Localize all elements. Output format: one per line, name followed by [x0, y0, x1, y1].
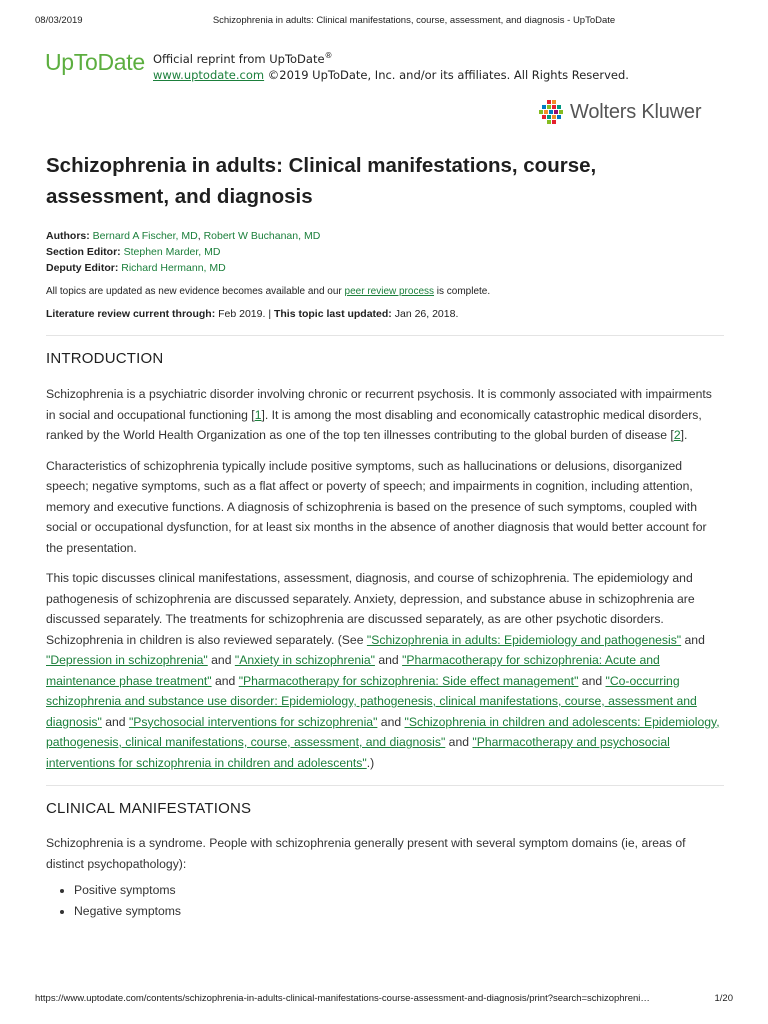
paragraph-text: ]. — [680, 428, 688, 442]
author-separator: , — [197, 230, 204, 242]
paragraph — [46, 568, 724, 773]
authors-row — [46, 228, 724, 244]
last-updated-label: This topic last updated: — [273, 308, 392, 320]
publisher-name: Wolters Kluwer — [570, 101, 702, 123]
list-item: • Negative symptoms — [74, 901, 724, 922]
print-date: 08/03/2019 — [35, 15, 83, 26]
deputy-editor-row — [46, 260, 724, 276]
page-url: https://www.uptodate.com/contents/schizophrenia-in-adults-clinical-manifestations-course-assessment-and-diagnosis/print?search=schizophreni… — [35, 993, 650, 1004]
deputy-editor-label: Deputy Editor: — [46, 262, 119, 274]
conjunction: and — [445, 735, 473, 749]
article-meta — [46, 228, 724, 276]
review-dates — [46, 307, 724, 321]
wolters-kluwer-globe-icon — [538, 99, 566, 127]
author-link[interactable]: Bernard A Fischer, MD — [92, 230, 198, 242]
print-footer — [35, 993, 733, 1007]
last-updated-value: Jan 26, 2018. — [391, 308, 459, 320]
note-text: All topics are updated as new evidence becomes available and our — [46, 286, 345, 297]
reference-link[interactable]: 2 — [673, 428, 681, 442]
author-link[interactable]: Robert W Buchanan, MD — [203, 230, 321, 242]
paragraph-text: Schizophrenia is a psychiatric disorder involving chronic or recurrent psychosis. It is commonly associated with impairments in social and occupational functioning [ — [46, 387, 712, 422]
conjunction: and — [377, 714, 405, 729]
peer-review-link[interactable]: peer review process — [344, 286, 435, 297]
lit-review-value: Feb 2019. | — [215, 308, 274, 320]
reprint-line: Official reprint from UpToDate — [153, 51, 325, 66]
topic-link[interactable]: "Co-occurring schizophrenia and substance use disorder: Epidemiology, pathogenesis, clinical manifestations, course, assessment and diagnosis" — [46, 673, 697, 729]
note-text: is complete. — [434, 286, 491, 297]
lit-review-label: Literature review current through: — [46, 308, 216, 320]
conjunction: and — [101, 714, 129, 729]
topic-link[interactable]: "Schizophrenia in adults: Epidemiology and pathogenesis" — [366, 632, 682, 647]
copyright-text: ©2019 UpToDate, Inc. and/or its affiliates. All Rights Reserved. — [264, 67, 629, 82]
topic-link[interactable]: "Pharmacotherapy and psychosocial interventions for schizophrenia in children and adolescents" — [46, 735, 670, 770]
section-heading-introduction: INTRODUCTION — [46, 350, 164, 367]
publisher-logo[interactable] — [538, 99, 718, 127]
paragraph: Schizophrenia is a syndrome. People with schizophrenia generally present with several symptom domains (ie, areas of distinct psychopathology): — [46, 836, 686, 871]
topic-link[interactable]: "Pharmacotherapy for schizophrenia: Side effect management" — [238, 673, 579, 688]
uptodate-logo[interactable]: UpToDate — [45, 49, 145, 75]
divider — [46, 335, 724, 336]
paragraph-text: .) — [366, 755, 375, 770]
list-item: • Positive symptoms — [74, 880, 724, 901]
section-editor-label: Section Editor: — [46, 246, 121, 258]
conjunction: and — [374, 653, 403, 667]
conjunction: and — [211, 673, 239, 688]
conjunction: and — [207, 653, 235, 667]
page-number: 1/20 — [714, 993, 733, 1004]
paragraph-text: ]. It is among the most disabling and economically catastrophic medical disorders, ranked by the World Health Organization as one of the top ten illnesses contributing to the global burden of disease [ — [46, 407, 702, 442]
authors-label: Authors: — [46, 230, 90, 242]
topic-link[interactable]: "Depression in schizophrenia" — [46, 653, 208, 667]
paragraph: Characteristics of schizophrenia typically include positive symptoms, such as hallucinations or delusions, disorganized speech; negative symptoms, such as a flat affect or poverty of speech; and impairments in cognition, including attention, memory and executive functions. A diagnosis of schizophrenia is based on the presence of such symptoms, coupled with social or occupational dysfunction, for at least six months in the absence of another diagnosis that would better account for the presentation. — [46, 458, 707, 555]
section-heading-clinical-manifestations: CLINICAL MANIFESTATIONS — [46, 800, 252, 817]
topic-link[interactable]: "Psychosocial interventions for schizophrenia" — [128, 714, 378, 729]
conjunction: and — [578, 673, 606, 688]
print-header — [35, 15, 733, 29]
section-editor-row — [46, 244, 724, 260]
conjunction: and — [681, 632, 705, 647]
update-note — [46, 285, 724, 299]
brand-header — [45, 46, 735, 86]
reference-link[interactable]: 1 — [254, 407, 262, 422]
site-link[interactable]: www.uptodate.com — [153, 67, 265, 82]
topic-link[interactable]: "Anxiety in schizophrenia" — [234, 653, 375, 667]
topic-link[interactable]: "Schizophrenia in children and adolescents: Epidemiology, pathogenesis, clinical manifestations, course, assessment, and diagnosis" — [46, 714, 720, 749]
symptom-domain-list — [46, 880, 724, 922]
deputy-editor-link[interactable]: Richard Hermann, MD — [121, 262, 226, 274]
paragraph-text: This topic discusses clinical manifestations, assessment, diagnosis, and course of schizophrenia. The epidemiology and pathogenesis of schizophrenia are discussed separately. Anxiety, depression, and substance abuse in schizophrenia are discussed separately. The treatments for schizophrenia are discussed separately, as are other psychotic disorders. Schizophrenia in children is also reviewed separately. (See — [46, 571, 695, 647]
registered-mark: ® — [324, 51, 333, 60]
topic-link[interactable]: "Pharmacotherapy for schizophrenia: Acute and maintenance phase treatment" — [46, 653, 660, 688]
divider — [46, 785, 724, 786]
article-title: Schizophrenia in adults: Clinical manifestations, course, assessment, and diagnosis — [46, 154, 597, 208]
print-title: Schizophrenia in adults: Clinical manifestations, course, assessment, and diagnosis - UpToDate — [212, 15, 616, 26]
paragraph — [46, 384, 724, 446]
section-editor-link[interactable]: Stephen Marder, MD — [123, 246, 221, 258]
reprint-notice — [153, 48, 629, 83]
article — [46, 150, 724, 922]
